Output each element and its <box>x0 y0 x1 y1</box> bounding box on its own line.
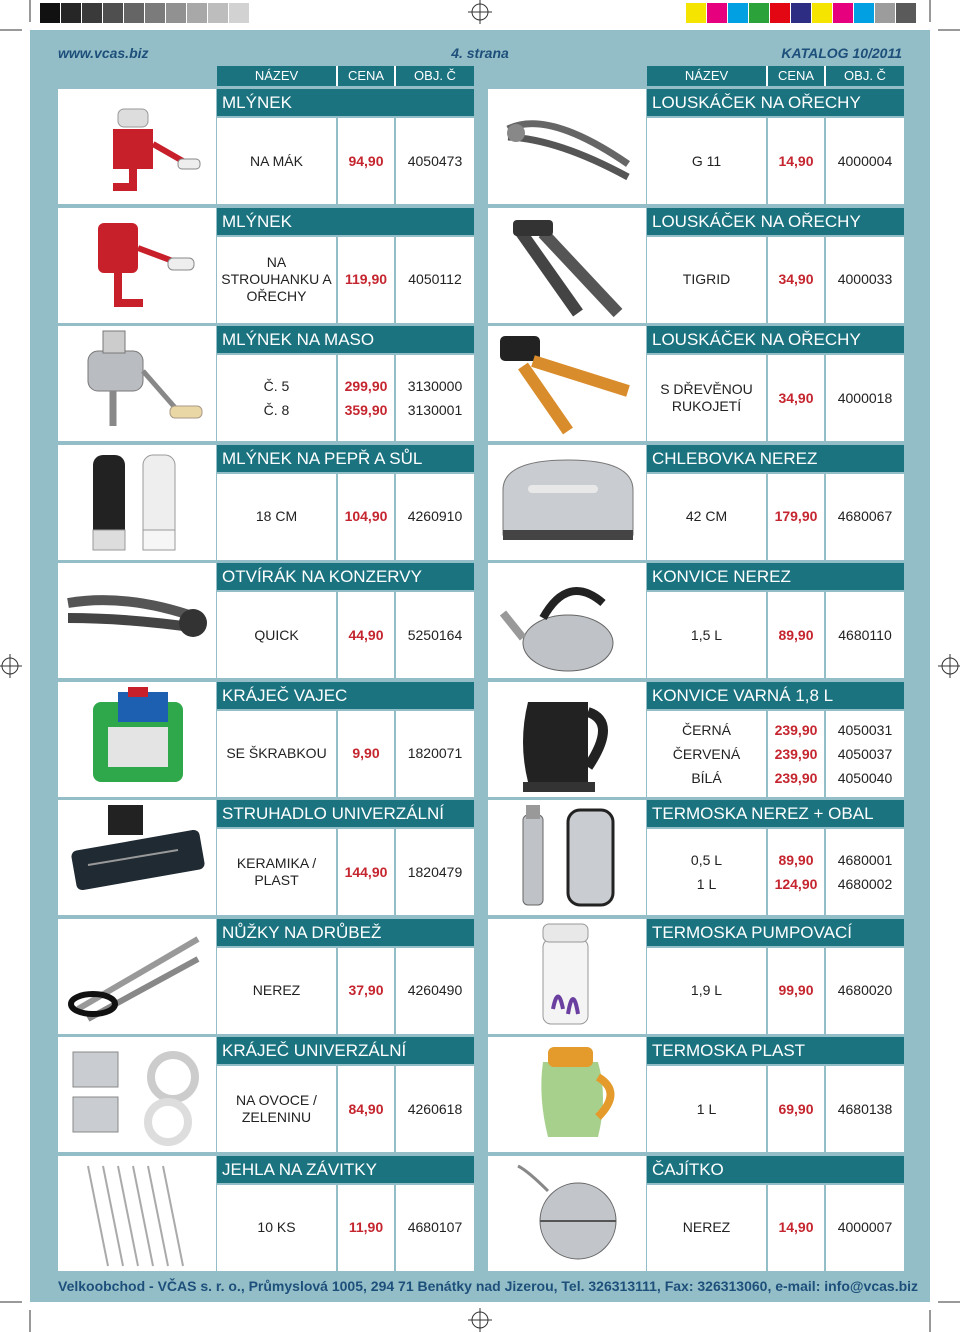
product-title: JEHLA NA ZÁVITKY <box>217 1156 474 1183</box>
product-name-text: NEREZ <box>252 982 301 998</box>
plastic-thermos-icon <box>488 1037 646 1152</box>
product-price-text: 34,90 <box>778 271 814 287</box>
product-name <box>217 948 336 1034</box>
product-title: ČAJÍTKO <box>647 1156 904 1183</box>
product-price-text: 359,90 <box>344 402 388 418</box>
product-image <box>488 208 646 323</box>
product-code <box>826 592 904 678</box>
product-code-text: 4000018 <box>837 389 893 406</box>
product-image <box>58 445 216 560</box>
footer-contact: Velkoobchod - VČAS s. r. o., Průmyslová 1005, 294 71 Benátky nad Jizerou, Tel. 326313111, Fax: 326313060, e-mail: info@vcas.biz <box>58 1278 919 1294</box>
product-name-text: 18 CM <box>255 508 298 524</box>
product-data-row <box>647 1066 904 1152</box>
product-name-text: NA STROUHANKU A OŘECHY <box>221 254 332 304</box>
column-header-right <box>647 66 904 86</box>
product-image <box>58 89 216 204</box>
product-price-text: 69,90 <box>778 1100 814 1117</box>
product-image <box>58 208 216 323</box>
product-image <box>58 800 216 915</box>
product-card <box>58 1156 476 1271</box>
product-image <box>488 326 646 441</box>
product-code-text: 4680138 <box>837 1100 893 1117</box>
product-price-text: 239,90 <box>774 745 818 762</box>
product-data-row <box>217 948 474 1034</box>
product-name-text: 1,5 L <box>690 626 723 643</box>
product-price-text: 119,90 <box>344 271 388 287</box>
product-name-text: Č. 8 <box>263 402 290 418</box>
product-name-text: NA OVOCE / ZELENINU <box>236 1092 317 1125</box>
product-title: TERMOSKA NEREZ + OBAL <box>647 800 904 827</box>
product-title: MLÝNEK NA MASO <box>217 326 474 353</box>
product-name-text: 1,9 L <box>690 982 723 998</box>
product-code <box>396 1185 474 1271</box>
column-price: CENA <box>766 66 824 86</box>
product-code <box>396 355 474 441</box>
product-data-row <box>647 355 904 441</box>
product-code-text: 4680110 <box>838 626 892 643</box>
product-name <box>647 118 766 204</box>
product-name <box>217 474 336 560</box>
product-card <box>58 445 476 560</box>
product-title: STRUHADLO UNIVERZÁLNÍ <box>217 800 474 827</box>
catalog-title: KATALOG 10/2011 <box>781 45 902 61</box>
product-data-row <box>647 948 904 1034</box>
product-code-text: 4260618 <box>407 1100 463 1117</box>
product-card <box>58 326 476 441</box>
product-code-text: 4000007 <box>837 1219 893 1235</box>
product-name-text: BÍLÁ <box>691 769 722 786</box>
product-code-text: 4050031 <box>837 721 893 738</box>
product-code <box>826 474 904 560</box>
product-price <box>768 355 824 441</box>
grayscale-bar <box>40 3 250 23</box>
product-code-text: 1820479 <box>407 863 463 880</box>
product-card <box>58 89 476 204</box>
red-grater-icon <box>58 208 216 323</box>
product-price-text: 104,90 <box>344 508 388 524</box>
product-title: NŮŽKY NA DRŮBEŽ <box>217 919 474 946</box>
product-price-text: 299,90 <box>344 378 388 394</box>
product-price-text: 239,90 <box>774 769 818 786</box>
product-card <box>488 445 906 560</box>
product-code-text: 4050112 <box>408 271 462 287</box>
product-name <box>647 355 766 441</box>
product-name-text: S DŘEVĚNOU RUKOJETÍ <box>660 381 753 414</box>
product-code-text: 4000033 <box>837 271 893 287</box>
product-card <box>58 208 476 323</box>
column-code: OBJ. Č <box>394 66 474 86</box>
site-link[interactable]: www.vcas.biz <box>58 45 149 61</box>
egg-slicer-icon <box>58 682 216 797</box>
product-price-text: 34,90 <box>778 389 814 406</box>
product-code <box>396 829 474 915</box>
nutcracker-tigrid-icon <box>488 208 646 323</box>
product-code <box>396 711 474 797</box>
product-name-text: 42 CM <box>685 508 728 524</box>
product-name <box>217 592 336 678</box>
product-image <box>488 682 646 797</box>
product-price <box>338 355 394 441</box>
product-code-text: 3130001 <box>407 402 463 418</box>
product-code <box>396 592 474 678</box>
product-name <box>647 1066 766 1152</box>
product-code-text: 4000004 <box>837 152 893 169</box>
product-code <box>826 1185 904 1271</box>
product-data-row <box>217 474 474 560</box>
product-image <box>488 1156 646 1271</box>
product-card <box>488 326 906 441</box>
product-name <box>217 118 336 204</box>
product-price <box>768 474 824 560</box>
pump-thermos-icon <box>488 919 646 1034</box>
product-price <box>338 829 394 915</box>
product-price <box>768 237 824 323</box>
product-price <box>768 1185 824 1271</box>
product-code <box>396 118 474 204</box>
column-code: OBJ. Č <box>824 66 904 86</box>
product-data-row <box>647 829 904 915</box>
product-price-text: 44,90 <box>348 626 384 643</box>
product-code <box>826 1066 904 1152</box>
product-price <box>768 592 824 678</box>
product-data-row <box>217 829 474 915</box>
product-code <box>826 948 904 1034</box>
column-name: NÁZEV <box>254 68 299 83</box>
product-name-text: 1 L <box>696 876 717 892</box>
product-card <box>58 919 476 1034</box>
product-code <box>826 829 904 915</box>
product-card <box>488 919 906 1034</box>
grater-icon <box>58 800 216 915</box>
product-price <box>338 948 394 1034</box>
product-card <box>488 1156 906 1271</box>
product-price-text: 124,90 <box>774 876 818 892</box>
product-price <box>338 1066 394 1152</box>
kettle-icon <box>488 563 646 678</box>
product-name <box>217 355 336 441</box>
product-code <box>396 474 474 560</box>
product-name <box>217 1066 336 1152</box>
column-header-left <box>217 66 474 86</box>
product-price <box>768 711 824 797</box>
product-code-text: 3130000 <box>407 378 463 394</box>
product-code <box>396 948 474 1034</box>
product-data-row <box>647 474 904 560</box>
product-name <box>217 711 336 797</box>
product-data-row <box>647 118 904 204</box>
product-name-text: G 11 <box>691 152 722 169</box>
product-price-text: 94,90 <box>348 152 384 169</box>
product-title: KRÁJEČ UNIVERZÁLNÍ <box>217 1037 474 1064</box>
product-code <box>826 118 904 204</box>
product-data-row <box>217 1066 474 1152</box>
product-name-text: 1 L <box>696 1100 717 1117</box>
product-name-text: 10 KS <box>257 1219 296 1235</box>
product-name-text: Č. 5 <box>263 378 290 394</box>
product-name-text: NEREZ <box>682 1219 731 1235</box>
product-title: LOUSKÁČEK NA OŘECHY <box>647 208 904 235</box>
product-title: CHLEBOVKA NEREZ <box>647 445 904 472</box>
product-image <box>488 919 646 1034</box>
product-card <box>488 1037 906 1152</box>
product-name-text: 0,5 L <box>690 852 723 868</box>
product-data-row <box>647 711 904 797</box>
product-data-row <box>217 355 474 441</box>
product-code <box>396 237 474 323</box>
product-data-row <box>217 237 474 323</box>
product-code-text: 4680001 <box>837 852 893 868</box>
product-price-text: 84,90 <box>348 1100 384 1117</box>
product-price-text: 99,90 <box>778 982 814 998</box>
product-price-text: 89,90 <box>778 626 814 643</box>
product-card <box>488 682 906 797</box>
product-card <box>58 682 476 797</box>
product-name-text: KERAMIKA / PLAST <box>236 855 317 888</box>
skewers-icon <box>58 1156 216 1271</box>
product-price <box>338 474 394 560</box>
product-code <box>826 237 904 323</box>
product-card <box>58 800 476 915</box>
product-image <box>58 1037 216 1152</box>
product-code-text: 5250164 <box>407 626 463 643</box>
product-name-text: ČERVENÁ <box>672 745 741 762</box>
product-name-text: NA MÁK <box>250 152 303 169</box>
product-code-text: 4050037 <box>837 745 893 762</box>
product-name <box>647 948 766 1034</box>
wood-handle-nutcracker-icon <box>488 326 646 441</box>
product-data-row <box>217 711 474 797</box>
product-code <box>396 1066 474 1152</box>
product-price <box>338 711 394 797</box>
product-name <box>647 474 766 560</box>
product-code <box>826 355 904 441</box>
product-price <box>338 592 394 678</box>
product-name-text: QUICK <box>254 626 299 643</box>
product-image <box>488 445 646 560</box>
product-price-text: 14,90 <box>778 152 814 169</box>
product-image <box>58 919 216 1034</box>
color-bar <box>686 3 917 23</box>
product-title: LOUSKÁČEK NA OŘECHY <box>647 89 904 116</box>
product-price <box>338 237 394 323</box>
product-code-text: 4050473 <box>407 152 463 169</box>
product-title: TERMOSKA PLAST <box>647 1037 904 1064</box>
product-title: LOUSKÁČEK NA OŘECHY <box>647 326 904 353</box>
product-image <box>488 1037 646 1152</box>
product-name <box>647 1185 766 1271</box>
product-code-text: 4680067 <box>837 508 893 524</box>
product-image <box>488 563 646 678</box>
product-price <box>768 948 824 1034</box>
product-price-text: 179,90 <box>774 508 818 524</box>
product-code-text: 4050040 <box>837 769 893 786</box>
product-data-row <box>217 1185 474 1271</box>
product-price-text: 89,90 <box>778 852 814 868</box>
product-data-row <box>647 237 904 323</box>
product-data-row <box>217 592 474 678</box>
product-name <box>217 237 336 323</box>
poultry-scissors-icon <box>58 919 216 1034</box>
product-code-text: 4680002 <box>837 876 893 892</box>
product-code-text: 1820071 <box>407 745 463 761</box>
product-title: MLÝNEK <box>217 89 474 116</box>
tea-infuser-icon <box>488 1156 646 1271</box>
product-card <box>58 1037 476 1152</box>
product-code-text: 4680020 <box>837 982 893 998</box>
product-data-row <box>217 118 474 204</box>
product-name <box>647 829 766 915</box>
product-name <box>647 237 766 323</box>
product-image <box>58 563 216 678</box>
product-image <box>488 800 646 915</box>
product-price <box>338 1185 394 1271</box>
product-price-text: 144,90 <box>344 863 388 880</box>
red-grinder-icon <box>58 89 216 204</box>
bread-box-icon <box>488 445 646 560</box>
electric-kettle-icon <box>488 682 646 797</box>
can-opener-icon <box>58 563 216 678</box>
product-price <box>768 118 824 204</box>
thermos-icon <box>488 800 646 915</box>
product-title: KONVICE VARNÁ 1,8 L <box>647 682 904 709</box>
product-price-text: 9,90 <box>352 745 380 761</box>
product-name <box>647 711 766 797</box>
product-image <box>488 89 646 204</box>
catalog-page <box>30 30 930 1302</box>
product-price <box>768 1066 824 1152</box>
product-data-row <box>647 1185 904 1271</box>
product-card <box>488 89 906 204</box>
product-title: MLÝNEK NA PEPŘ A SŮL <box>217 445 474 472</box>
product-code-text: 4260490 <box>407 982 463 998</box>
product-card <box>488 800 906 915</box>
product-title: KRÁJEČ VAJEC <box>217 682 474 709</box>
product-card <box>488 563 906 678</box>
product-code-text: 4680107 <box>407 1219 463 1235</box>
product-code <box>826 711 904 797</box>
product-name-text: TIGRID <box>682 271 731 287</box>
product-price <box>338 118 394 204</box>
column-price: CENA <box>336 66 394 86</box>
product-price-text: 239,90 <box>774 721 818 738</box>
product-price-text: 14,90 <box>778 1219 814 1235</box>
product-name <box>647 592 766 678</box>
product-name <box>217 829 336 915</box>
page-number: 4. strana <box>451 45 509 61</box>
product-name-text: SE ŠKRABKOU <box>226 745 327 761</box>
product-data-row <box>647 592 904 678</box>
product-image <box>58 1156 216 1271</box>
nutcracker-icon <box>488 89 646 204</box>
product-price-text: 37,90 <box>348 982 384 998</box>
product-price-text: 11,90 <box>348 1219 384 1235</box>
product-image <box>58 326 216 441</box>
product-title: MLÝNEK <box>217 208 474 235</box>
product-price <box>768 829 824 915</box>
meat-grinder-icon <box>58 326 216 441</box>
pepper-salt-mill-icon <box>58 445 216 560</box>
fruit-slicer-icon <box>58 1037 216 1152</box>
column-name: NÁZEV <box>684 68 729 83</box>
product-title: KONVICE NEREZ <box>647 563 904 590</box>
product-image <box>58 682 216 797</box>
product-card <box>488 208 906 323</box>
product-code-text: 4260910 <box>407 508 463 524</box>
product-card <box>58 563 476 678</box>
product-title: OTVÍRÁK NA KONZERVY <box>217 563 474 590</box>
product-title: TERMOSKA PUMPOVACÍ <box>647 919 904 946</box>
product-name-text: ČERNÁ <box>681 721 731 738</box>
product-name <box>217 1185 336 1271</box>
